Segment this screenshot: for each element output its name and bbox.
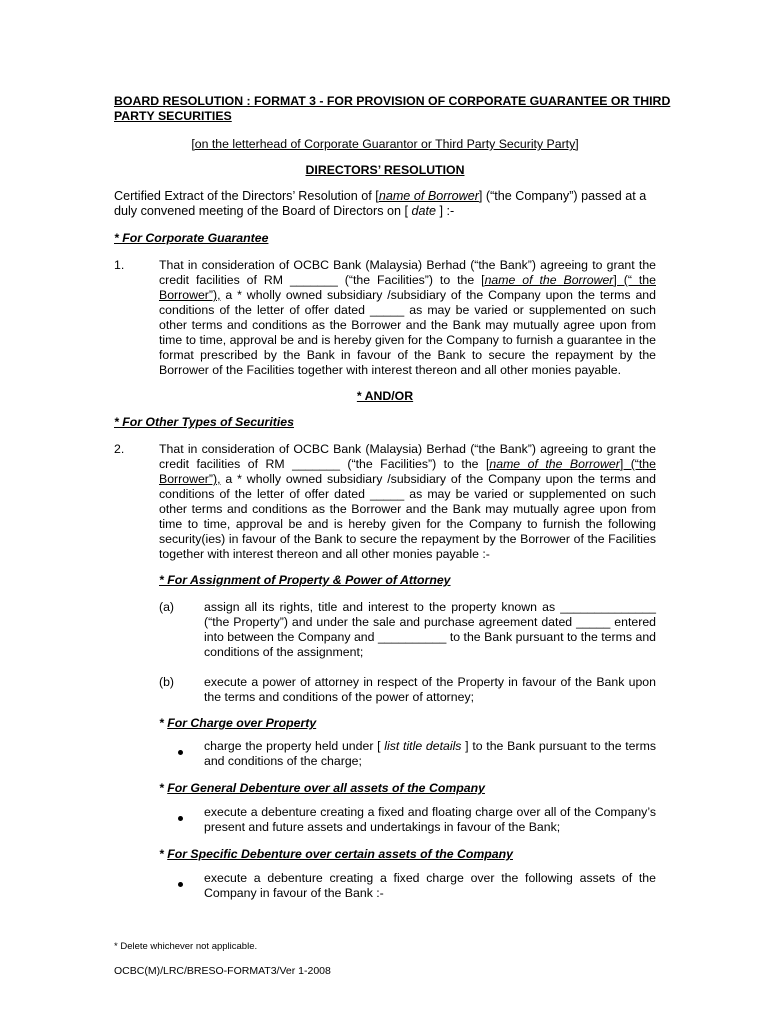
clause-1-text-b: ] (“ the Borrower”), <box>159 273 656 302</box>
clause-2-text-b: ] (“the Borrower”), <box>159 457 656 486</box>
clause-1-text <box>159 258 656 378</box>
intro-paragraph <box>114 189 656 219</box>
clause-number-2: 2. <box>114 442 125 456</box>
specific-debenture-star: * <box>159 847 168 861</box>
charge-text-b: ] to the Bank pursuant to the terms and conditions of the charge; <box>204 739 657 768</box>
general-debenture-star: * <box>159 781 168 795</box>
clause-number-1: 1. <box>114 258 125 272</box>
item-label-b: (b) <box>159 675 175 689</box>
specific-debenture-heading <box>159 847 513 861</box>
charge-text <box>204 739 656 769</box>
intro-prefix: Certified Extract of the Directors’ Resolution of [ <box>114 189 379 203</box>
charge-star: * <box>159 716 168 730</box>
intro-middle: ] (“the Company”) passed at a duly convened meeting of the Board of Directors on [ <box>114 189 647 218</box>
letterhead-note <box>114 137 656 151</box>
document-title-text: BOARD RESOLUTION : FORMAT 3 - FOR PROVISION OF CORPORATE GUARANTEE OR THIRD PARTY SECURITIES <box>114 94 671 123</box>
intro-borrower-placeholder: name of Borrower <box>378 189 479 203</box>
charge-heading-text: For Charge over Property <box>167 716 317 730</box>
bullet-icon <box>178 876 183 890</box>
resolution-heading-text: DIRECTORS’ RESOLUTION <box>305 163 465 177</box>
document-title <box>114 94 674 124</box>
clause-2-text <box>159 442 656 562</box>
footnote: * Delete whichever not applicable. <box>114 941 258 952</box>
general-debenture-heading-text: For General Debenture over all assets of the Company <box>167 781 485 795</box>
charge-placeholder: list title details <box>384 739 462 753</box>
bullet-icon <box>178 744 183 758</box>
general-debenture-text: execute a debenture creating a fixed and floating charge over all of the Company’s present and future assets and undertakings in favour of the Bank; <box>204 805 656 834</box>
bullet-icon <box>178 810 183 824</box>
and-or-text: * AND/OR <box>356 389 414 403</box>
clause-1-text-c: a * wholly owned subsidiary /subsidiary of the Company upon the terms and conditions of the letter of offer dated _____ as may be varied or supplemented on such other terms and conditions as the Borrower and the Bank may mutually agree upon from time to time, approval be and is hereby given for the Company to furnish a guarantee in the format prescribed by the Bank in favour of the Bank to secure the repayment by the Borrower of the Facilities together with interest thereon and all other monies payable. <box>159 288 656 377</box>
letterhead-note-text: [on the letterhead of Corporate Guarantor or Third Party Security Party] <box>191 137 579 151</box>
general-debenture-heading <box>159 781 485 795</box>
item-text-a: assign all its rights, title and interest to the property known as ______________ (“the Property”) and under the sale and purchase agreement dated _____ entered into between the Company and __________ to the Bank pursuant to the terms and conditions of the assignment; <box>204 600 656 659</box>
charge-heading <box>159 716 316 730</box>
specific-debenture-heading-text: For Specific Debenture over certain assets of the Company <box>167 847 513 861</box>
clause-1-text-a: That in consideration of OCBC Bank (Malaysia) Berhad (“the Bank”) agreeing to grant the credit facilities of RM _______ (“the Facilities”) to the [ <box>159 258 656 287</box>
item-label-a: (a) <box>159 600 175 614</box>
clause-1-borrower-placeholder: name of the Borrower <box>484 273 614 287</box>
intro-date-placeholder: date <box>411 204 437 218</box>
other-securities-heading: * For Other Types of Securities <box>114 415 294 429</box>
charge-text-a: charge the property held under [ <box>204 739 385 753</box>
item-text-b: execute a power of attorney in respect of the Property in favour of the Bank upon the terms and conditions of the power of attorney; <box>204 675 656 704</box>
intro-suffix: ] :- <box>436 204 455 218</box>
document-code: OCBC(M)/LRC/BRESO-FORMAT3/Ver 1-2008 <box>114 965 331 977</box>
clause-2-text-c: a * wholly owned subsidiary /subsidiary of the Company upon the terms and conditions of the letter of offer dated _____ as may be varied or supplemented on such other terms and conditions as the Borrower and the Bank may mutually agree upon from time to time, approval be and is hereby given for the Company to furnish the following security(ies) in favour of the Bank to secure the repayment by the Borrower of the Facilities together with interest thereon and all other monies payable :- <box>159 472 656 561</box>
resolution-heading <box>114 163 656 177</box>
clause-2-borrower-placeholder: name of the Borrower <box>489 457 620 471</box>
specific-debenture-text: execute a debenture creating a fixed charge over the following assets of the Company in favour of the Bank :- <box>204 871 656 900</box>
assignment-heading: * For Assignment of Property & Power of Attorney <box>159 573 451 587</box>
and-or-separator <box>114 389 656 403</box>
corporate-guarantee-heading: * For Corporate Guarantee <box>114 231 269 245</box>
clause-2-text-a: That in consideration of OCBC Bank (Malaysia) Berhad (“the Bank”) agreeing to grant the credit facilities of RM _______ (“the Facilities”) to the [ <box>159 442 656 471</box>
